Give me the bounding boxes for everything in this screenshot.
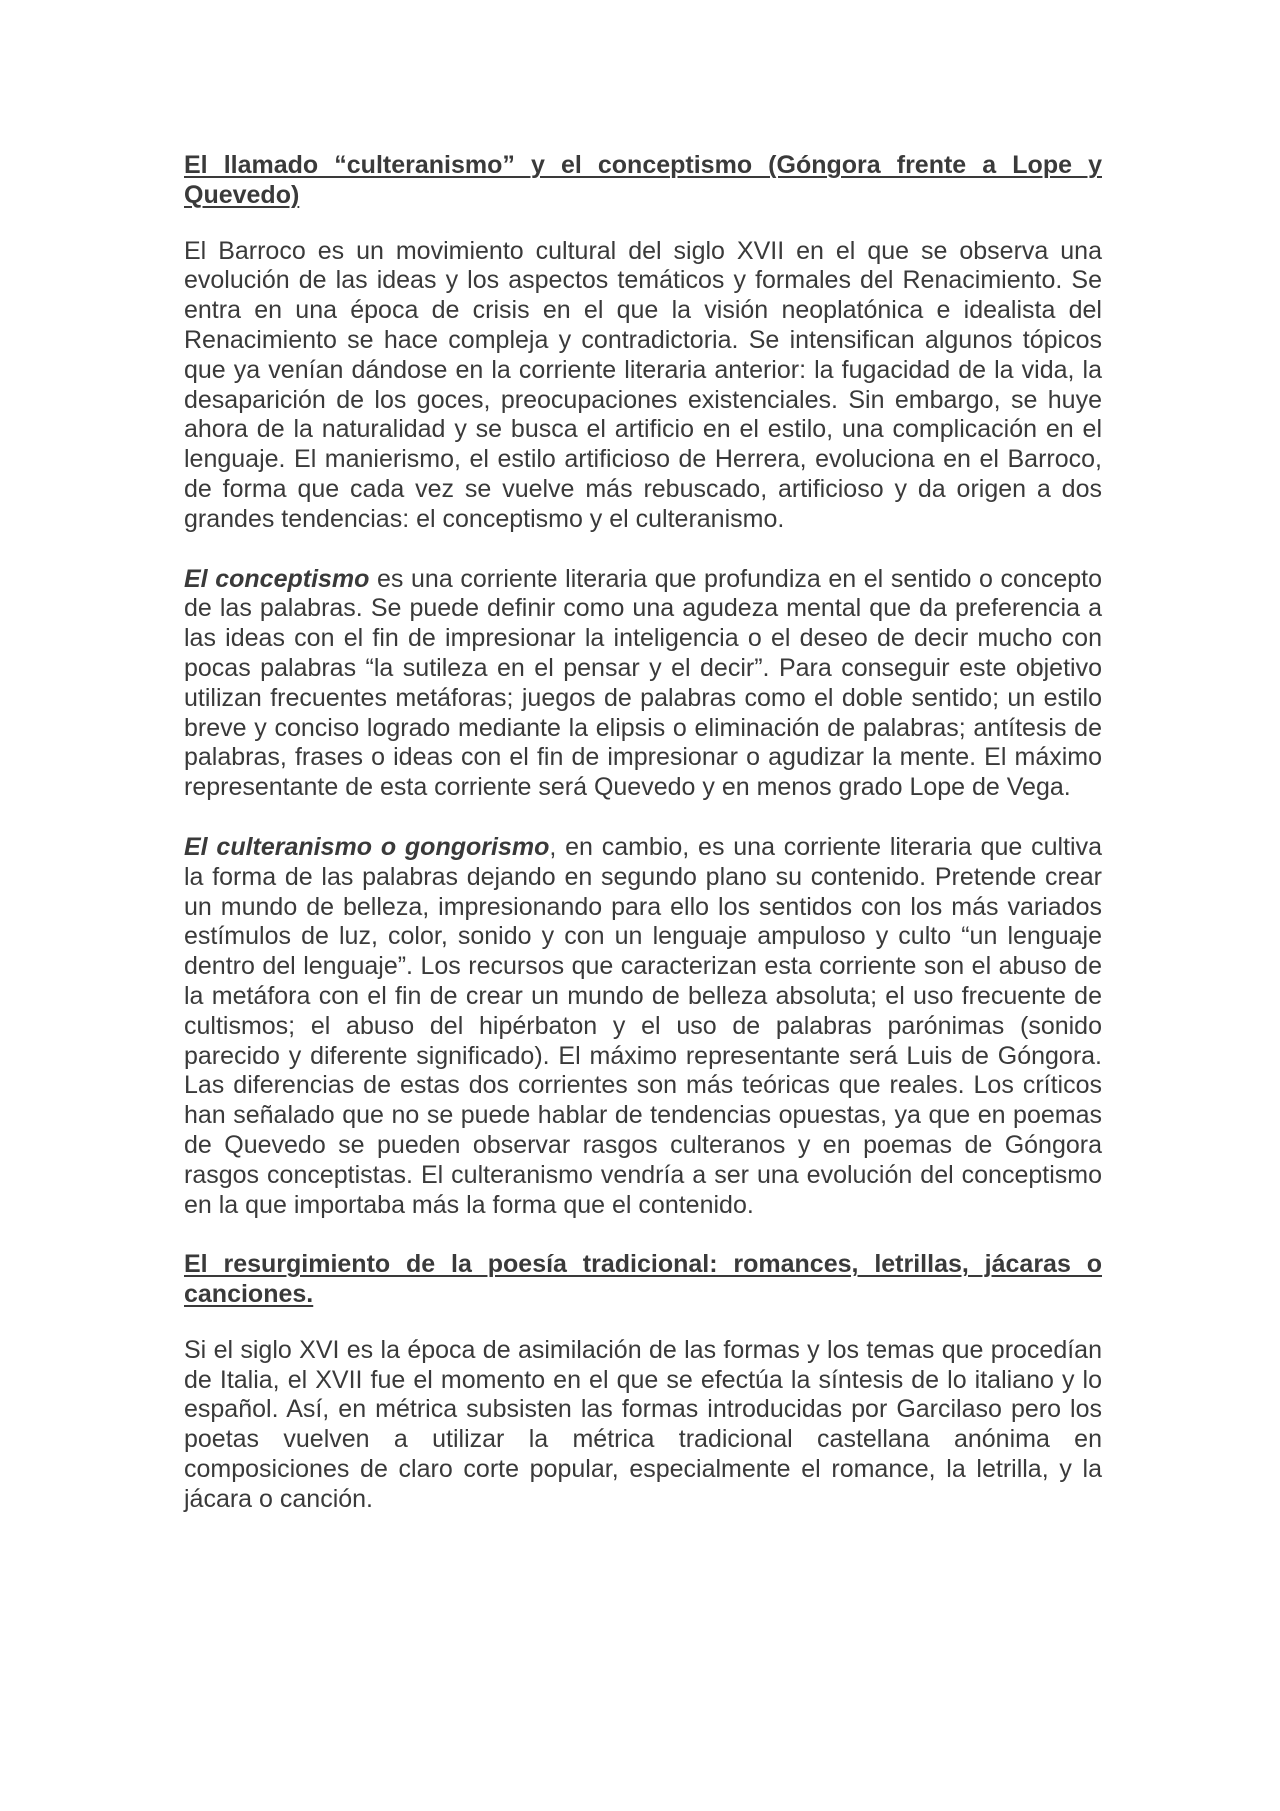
document-body: [184, 151, 1102, 1515]
paragraph-conceptismo: [184, 565, 1102, 803]
section-heading-poesia-tradicional: El resurgimiento de la poesía tradicional: romances, letrillas, jácaras o canciones.: [184, 1250, 1102, 1309]
paragraph-culteranismo-text: , en cambio, es una corriente literaria que cultiva la forma de las palabras dejando en segundo plano su contenido. Pretende crear un mundo de belleza, impresionando para ello los sentidos con los más variados estímulos de luz, color, sonido y con un lenguaje ampuloso y culto “un lenguaje dentro del lenguaje”. Los recursos que caracterizan esta corriente son el abuso de la metáfora con el fin de crear un mundo de belleza absoluta; el uso frecuente de cultismos; el abuso del hipérbaton y el uso de palabras parónimas (sonido parecido y diferente significado). El máximo representante será Luis de Góngora. Las diferencias de estas dos corrientes son más teóricas que reales. Los críticos han señalado que no se puede hablar de tendencias opuestas, ya que en poemas de Quevedo se pueden observar rasgos culteranos y en poemas de Góngora rasgos conceptistas. El culteranismo vendría a ser una evolución del conceptismo en la que importaba más la forma que el contenido.: [184, 832, 1102, 1219]
paragraph-siglo-xvi: Si el siglo XVI es la época de asimilación de las formas y los temas que procedían de Italia, el XVII fue el momento en el que se efectúa la síntesis de lo italiano y lo español. Así, en métrica subsisten las formas introducidas por Garcilaso pero los poetas vuelven a utilizar la métrica tradicional castellana anónima en composiciones de claro corte popular, especialmente el romance, la letrilla, y la jácara o canción.: [184, 1335, 1102, 1513]
paragraph-culteranismo: [184, 833, 1102, 1220]
term-culteranismo: El culteranismo o gongorismo: [184, 832, 550, 861]
paragraph-barroco: El Barroco es un movimiento cultural del siglo XVII en el que se observa una evolución de las ideas y los aspectos temáticos y formales del Renacimiento. Se entra en una época de crisis en el que la visión neoplatónica e idealista del Renacimiento se hace compleja y contradictoria. Se intensifican algunos tópicos que ya venían dándose en la corriente literaria anterior: la fugacidad de la vida, la desaparición de los goces, preocupaciones existenciales. Sin embargo, se huye ahora de la naturalidad y se busca el artificio en el estilo, una complicación en el lenguaje. El manierismo, el estilo artificioso de Herrera, evoluciona en el Barroco, de forma que cada vez se vuelve más rebuscado, artificioso y da origen a dos grandes tendencias: el conceptismo y el culteranismo.: [184, 236, 1102, 533]
section-heading-culteranismo: El llamado “culteranismo” y el conceptismo (Góngora frente a Lope y Quevedo): [184, 151, 1102, 209]
paragraph-conceptismo-text: es una corriente literaria que profundiza en el sentido o concepto de las palabras. Se puede definir como una agudeza mental que da preferencia a las ideas con el fin de impresionar la inteligencia o el deseo de decir mucho con pocas palabras “la sutileza en el pensar y el decir”. Para conseguir este objetivo utilizan frecuentes metáforas; juegos de palabras como el doble sentido; un estilo breve y conciso logrado mediante la elipsis o eliminación de palabras; antítesis de palabras, frases o ideas con el fin de impresionar o agudizar la mente. El máximo representante de esta corriente será Quevedo y en menos grado Lope de Vega.: [184, 564, 1103, 802]
term-conceptismo: El conceptismo: [184, 564, 370, 593]
